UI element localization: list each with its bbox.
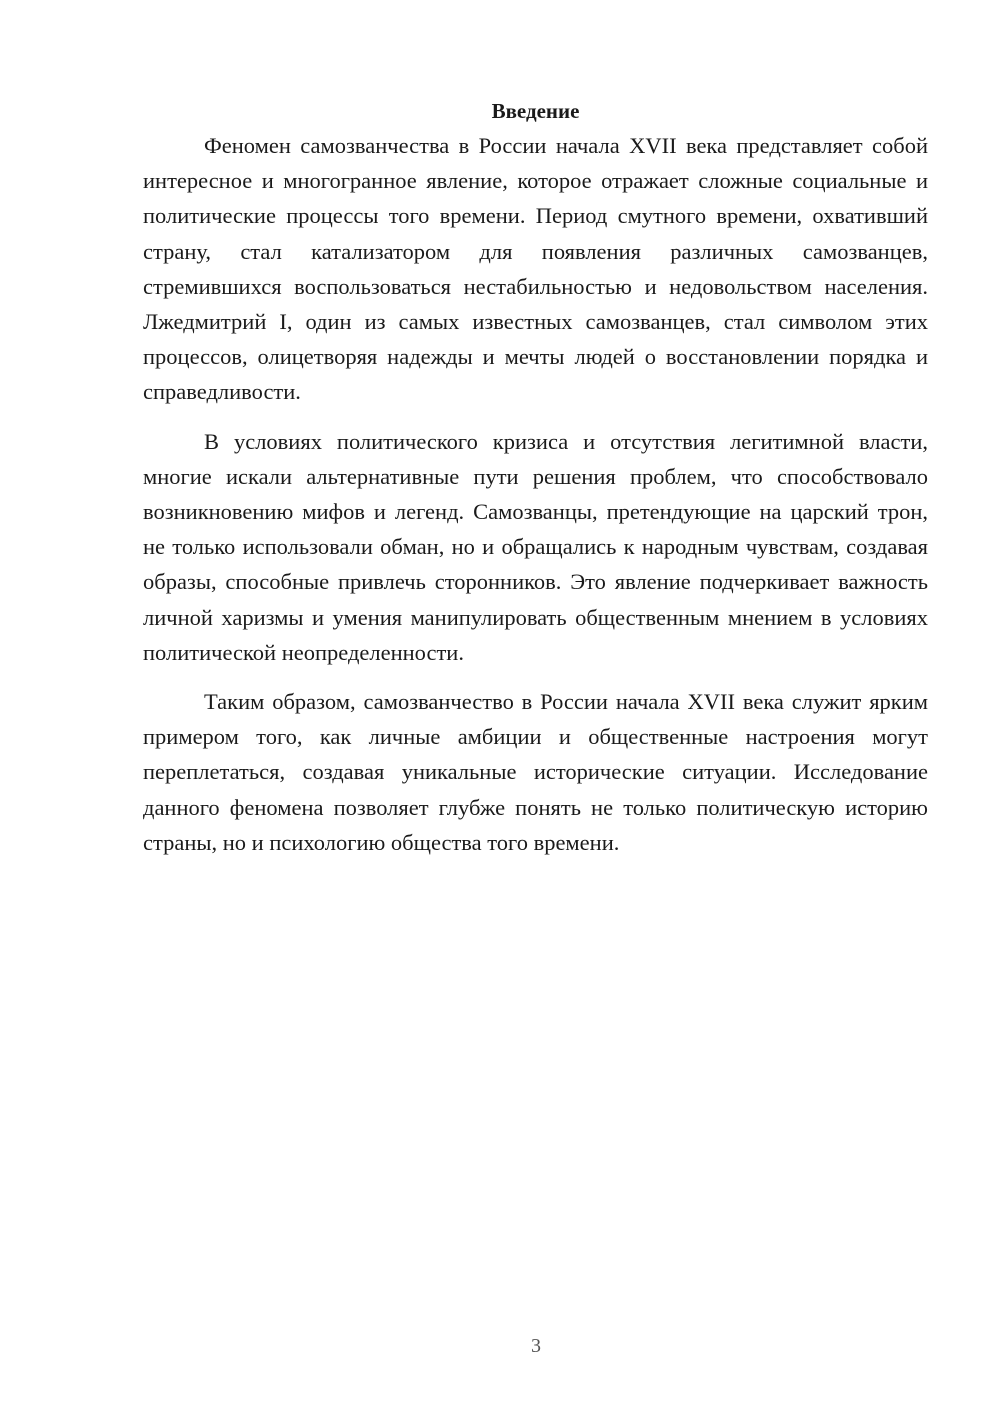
paragraph-1: Феномен самозванчества в России начала XVII века представляет собой интересное и многогранное явление, которое отражает сложные социальные и политические процессы того времени. Период смутного времени, охвативший страну, стал катализатором для появления различных самозванцев, стремившихся воспользоваться нестабильностью и недовольством населения. Лжедмитрий I, один из самых известных самозванцев, стал символом этих процессов, олицетворяя надежды и мечты людей о восстановлении порядка и справедливости. <box>143 133 928 405</box>
page-number: 3 <box>531 1335 541 1357</box>
page-content <box>143 94 928 860</box>
paragraph-3: Таким образом, самозванчество в России начала XVII века служит ярким примером того, как личные амбиции и общественные настроения могут переплетаться, создавая уникальные исторические ситуации. Исследование данного феномена позволяет глубже понять не только политическую историю страны, но и психологию общества того времени. <box>143 689 928 855</box>
paragraph-2: В условиях политического кризиса и отсутствия легитимной власти, многие искали альтернативные пути решения проблем, что способствовало возникновению мифов и легенд. Самозванцы, претендующие на царский трон, не только использовали обман, но и обращались к народным чувствам, создавая образы, способные привлечь сторонников. Это явление подчеркивает важность личной харизмы и умения манипулировать общественным мнением в условиях политической неопределенности. <box>143 428 928 665</box>
section-title: Введение <box>491 99 580 123</box>
